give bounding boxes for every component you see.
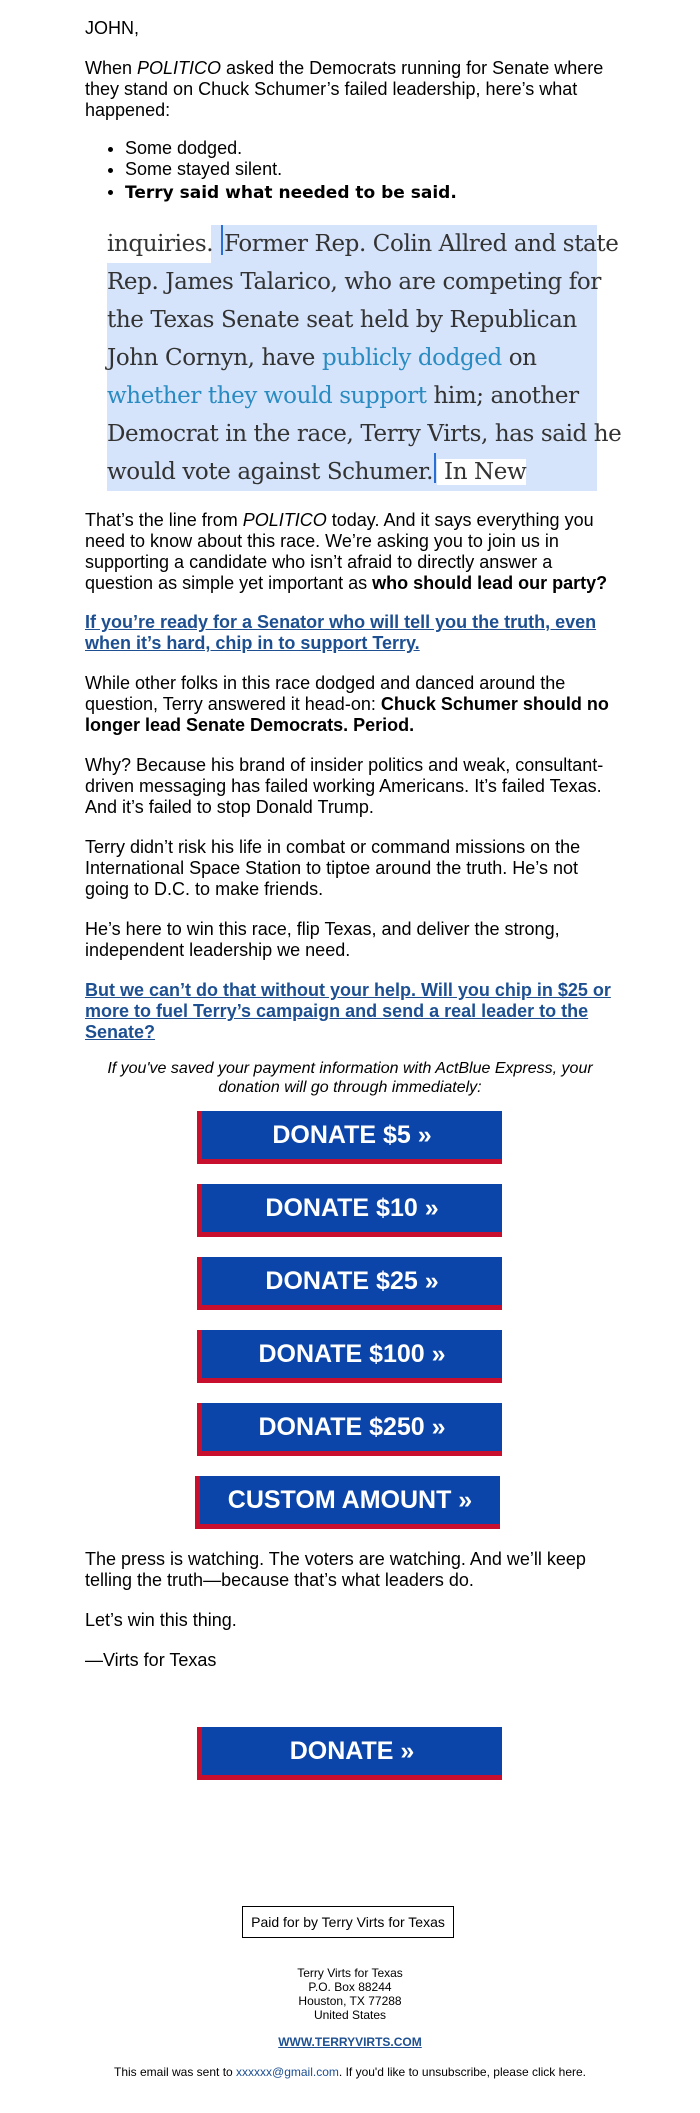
- website-row: [0, 2035, 700, 2049]
- address-line: P.O. Box 88244: [308, 1980, 392, 1994]
- address-line: United States: [313, 2008, 387, 2022]
- quote-line: Democrat in the race, Terry Virts, has said he: [107, 421, 622, 447]
- donate-10-button[interactable]: DONATE $10 »: [197, 1184, 502, 1237]
- paragraph: That’s the line from POLITICO today. And it says everything you need to know about this race. We’re asking you to join us in supporting a candidate who isn’t afraid to directly answer a question as simple yet important as who should lead our party?: [85, 510, 608, 593]
- signoff: —Virts for Texas: [85, 1650, 217, 1670]
- address-line: Terry Virts for Texas: [297, 1966, 403, 1980]
- quote-line: would vote against Schumer. In New: [107, 453, 526, 491]
- intro-paragraph: [85, 58, 615, 121]
- donate-100-button[interactable]: DONATE $100 »: [197, 1330, 502, 1383]
- paragraph: Why? Because his brand of insider politics and weak, consultant-driven messaging has failed working Americans. It’s failed Texas. And it’s failed to stop Donald Trump.: [85, 755, 604, 817]
- footer-text: This email was sent to xxxxxx@gmail.com. If you'd like to unsubscribe, please click here.: [113, 2065, 586, 2079]
- actblue-note: If you've saved your payment information with ActBlue Express, your donation will go through immediately:: [107, 1060, 593, 1096]
- paragraph: Let’s win this thing.: [85, 1610, 237, 1630]
- bullet-list: [85, 138, 457, 206]
- email-address-link[interactable]: xxxxxx@gmail.com: [236, 2065, 339, 2079]
- quote-line: inquiries. Former Rep. Colin Allred and state: [107, 225, 618, 263]
- paragraph: While other folks in this race dodged and danced around the question, Terry answered it head-on: Chuck Schumer should no longer lead Senate Democrats. Period.: [85, 673, 609, 735]
- quote-line: Rep. James Talarico, who are competing for: [107, 269, 601, 295]
- paragraph: He’s here to win this race, flip Texas, and deliver the strong, independent leadership we need.: [85, 919, 560, 960]
- quote-link[interactable]: whether they would support: [107, 383, 427, 409]
- custom-amount-button[interactable]: CUSTOM AMOUNT »: [195, 1476, 500, 1529]
- intro-text: When: [85, 58, 138, 78]
- intro-text-2: asked the Democrats running for Senate where they stand on Chuck Schumer’s failed leadership, here’s what happened:: [85, 58, 604, 120]
- cta-paragraph: [85, 612, 615, 654]
- website-link[interactable]: WWW.TERRYVIRTS.COM: [278, 2035, 422, 2049]
- politico-name: POLITICO: [242, 510, 327, 530]
- selection-cursor: [221, 225, 223, 255]
- mailing-address: [0, 1966, 700, 2022]
- support-terry-link[interactable]: If you’re ready for a Senator who will tell you the truth, even when it’s hard, chip in to support Terry.: [85, 612, 597, 653]
- donate-250-button[interactable]: DONATE $250 »: [197, 1403, 502, 1456]
- quote-line: the Texas Senate seat held by Republican: [107, 307, 577, 333]
- bullet-item: • Some stayed silent.: [125, 159, 457, 180]
- paragraph: Terry didn’t risk his life in combat or command missions on the International Space Station to tiptoe around the truth. He’s not going to D.C. to make friends.: [85, 837, 581, 899]
- donate-25-button[interactable]: DONATE $25 »: [197, 1257, 502, 1310]
- chip-in-link[interactable]: But we can’t do that without your help. Will you chip in $25 or more to fuel Terry’s campaign and send a real leader to the Senate?: [85, 980, 611, 1042]
- quote-line: whether they would support him; another: [107, 383, 579, 409]
- politico-quote-image: [107, 221, 622, 495]
- bullet-item: • Some dodged.: [125, 138, 457, 159]
- quote-link[interactable]: publicly dodged: [321, 345, 502, 371]
- politico-name: POLITICO: [137, 58, 222, 78]
- selection-cursor: [434, 453, 436, 483]
- donate-button[interactable]: DONATE »: [197, 1727, 502, 1780]
- address-line: Houston, TX 77288: [298, 1994, 402, 2008]
- greeting: JOHN,: [85, 18, 139, 38]
- cta-paragraph: [85, 980, 615, 1043]
- bullet-item-bold: • Terry said what needed to be said.: [125, 180, 457, 206]
- paid-for-box: Paid for by Terry Virts for Texas: [242, 1906, 454, 1938]
- donate-5-button[interactable]: DONATE $5 »: [197, 1111, 502, 1164]
- paragraph: The press is watching. The voters are watching. And we’ll keep telling the truth—because that’s what leaders do.: [85, 1549, 586, 1590]
- quote-line: John Cornyn, have publicly dodged on: [107, 345, 537, 371]
